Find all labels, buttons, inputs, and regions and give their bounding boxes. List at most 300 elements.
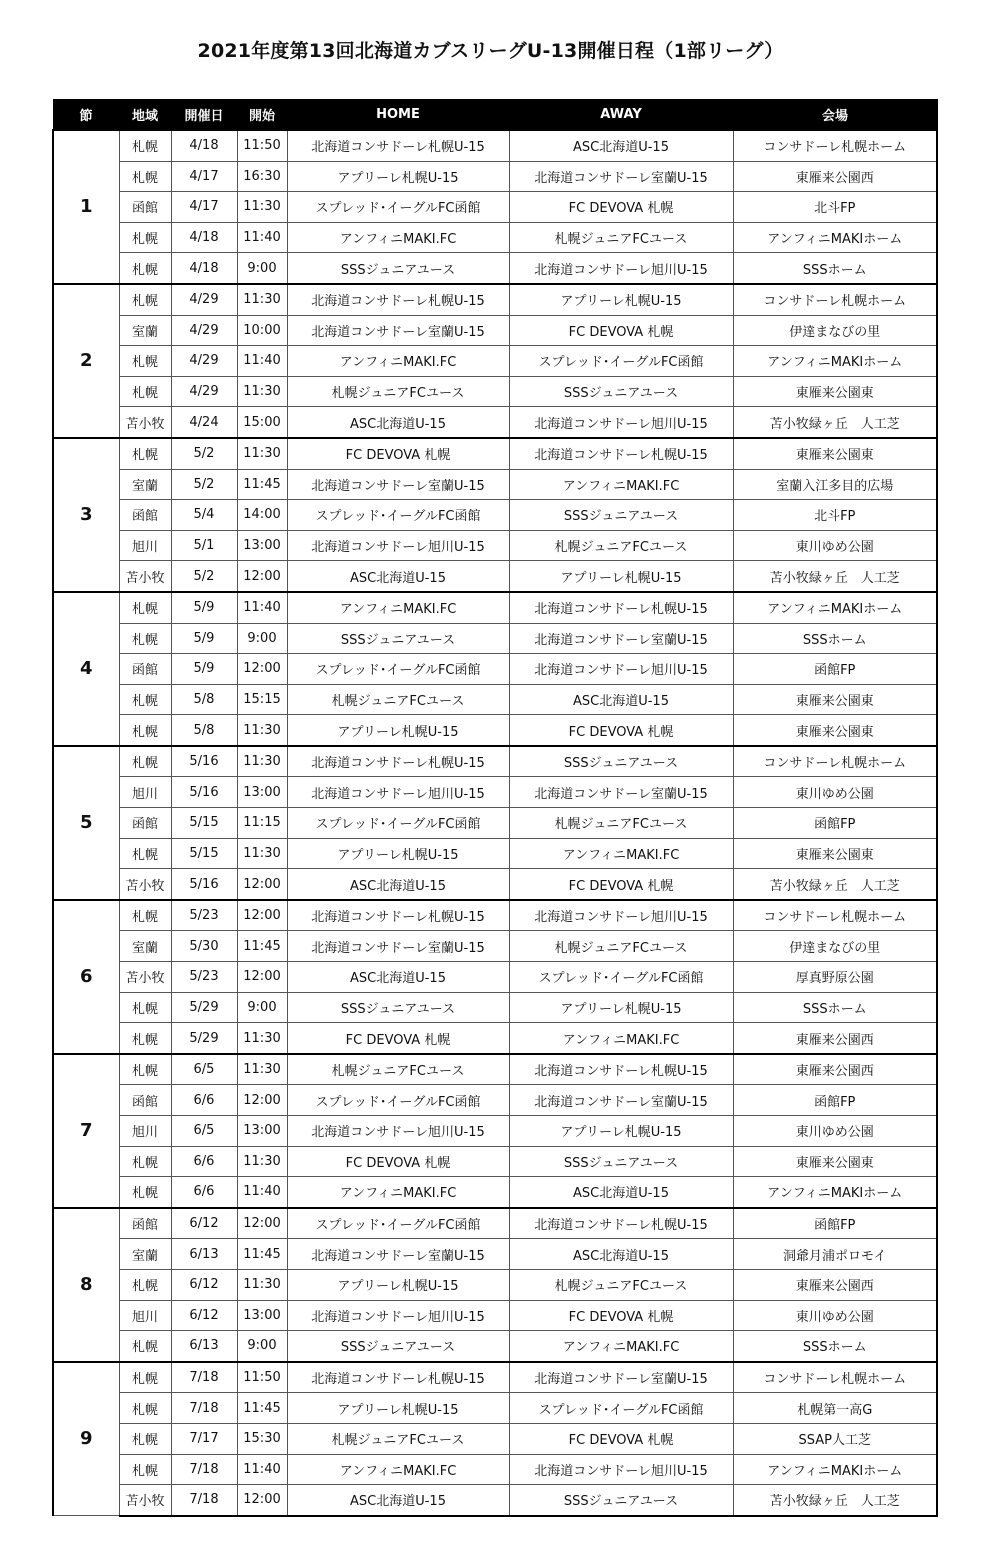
home-team-cell: 北海道コンサドーレ室蘭U-15 [287,315,509,346]
date-cell: 4/29 [171,284,237,315]
table-row [53,654,937,685]
date-cell: 7/18 [171,1485,237,1516]
home-team-cell: 北海道コンサドーレ旭川U-15 [287,1300,509,1331]
round-number: 7 [53,1054,119,1208]
home-team-cell: 北海道コンサドーレ札幌U-15 [287,130,509,161]
table-row [53,715,937,746]
away-team-cell: スプレッド･イーグルFC函館 [509,346,733,377]
time-cell: 11:50 [237,130,287,161]
date-cell: 4/29 [171,346,237,377]
date-cell: 5/1 [171,530,237,561]
time-cell: 12:00 [237,962,287,993]
header-row [53,100,937,131]
time-cell: 11:30 [237,838,287,869]
table-row [53,222,937,253]
table-row [53,1023,937,1054]
venue-cell: アンフィニMAKIホーム [733,346,937,377]
table-row [53,1485,937,1516]
away-team-cell: 北海道コンサドーレ室蘭U-15 [509,777,733,808]
venue-cell: コンサドーレ札幌ホーム [733,746,937,777]
venue-cell: 苫小牧緑ヶ丘 人工芝 [733,561,937,592]
away-team-cell: ASC北海道U-15 [509,684,733,715]
area-cell: 苫小牧 [119,561,171,592]
table-row [53,469,937,500]
area-cell: 函館 [119,654,171,685]
time-cell: 12:00 [237,1085,287,1116]
round-number: 3 [53,438,119,592]
date-cell: 4/24 [171,407,237,438]
time-cell: 12:00 [237,900,287,931]
table-row [53,500,937,531]
header-home: HOME [287,100,509,131]
away-team-cell: アプリーレ札幌U-15 [509,992,733,1023]
date-cell: 4/18 [171,130,237,161]
area-cell: 札幌 [119,1269,171,1300]
home-team-cell: SSSジュニアユース [287,623,509,654]
home-team-cell: アンフィニMAKI.FC [287,1454,509,1485]
away-team-cell: FC DEVOVA 札幌 [509,869,733,900]
round-number: 6 [53,900,119,1054]
away-team-cell: SSSジュニアユース [509,1485,733,1516]
date-cell: 5/8 [171,684,237,715]
venue-cell: 東川ゆめ公園 [733,777,937,808]
table-row [53,777,937,808]
home-team-cell: 札幌ジュニアFCユース [287,1423,509,1454]
date-cell: 6/12 [171,1300,237,1331]
time-cell: 9:00 [237,992,287,1023]
table-row [53,284,937,315]
home-team-cell: 北海道コンサドーレ室蘭U-15 [287,931,509,962]
round-number: 1 [53,130,119,284]
venue-cell: 東川ゆめ公園 [733,1300,937,1331]
venue-cell: アンフィニMAKIホーム [733,1454,937,1485]
time-cell: 11:40 [237,1454,287,1485]
away-team-cell: アンフィニMAKI.FC [509,469,733,500]
venue-cell: 東雁来公園東 [733,715,937,746]
table-row [53,931,937,962]
date-cell: 5/9 [171,623,237,654]
table-row [53,1454,937,1485]
home-team-cell: アプリーレ札幌U-15 [287,838,509,869]
venue-cell: 東雁来公園東 [733,838,937,869]
area-cell: 函館 [119,1085,171,1116]
area-cell: 札幌 [119,1146,171,1177]
table-row [53,1269,937,1300]
table-row [53,192,937,223]
away-team-cell: ASC北海道U-15 [509,1239,733,1270]
venue-cell: 室蘭入江多目的広場 [733,469,937,500]
time-cell: 10:00 [237,315,287,346]
home-team-cell: スプレッド･イーグルFC函館 [287,654,509,685]
table-row [53,130,937,161]
table-row [53,1085,937,1116]
away-team-cell: FC DEVOVA 札幌 [509,715,733,746]
time-cell: 13:00 [237,1116,287,1147]
area-cell: 函館 [119,1208,171,1239]
away-team-cell: FC DEVOVA 札幌 [509,192,733,223]
area-cell: 札幌 [119,1331,171,1362]
time-cell: 11:30 [237,192,287,223]
away-team-cell: ASC北海道U-15 [509,130,733,161]
venue-cell: SSSホーム [733,623,937,654]
away-team-cell: 北海道コンサドーレ旭川U-15 [509,253,733,284]
table-row [53,1146,937,1177]
area-cell: 室蘭 [119,1239,171,1270]
venue-cell: 北斗FP [733,192,937,223]
away-team-cell: 北海道コンサドーレ旭川U-15 [509,407,733,438]
time-cell: 16:30 [237,161,287,192]
venue-cell: 東雁来公園西 [733,1054,937,1085]
page-title: 2021年度第13回北海道カブスリーグU-13開催日程（1部リーグ） [197,40,784,62]
date-cell: 5/15 [171,838,237,869]
time-cell: 11:30 [237,715,287,746]
area-cell: 札幌 [119,161,171,192]
home-team-cell: ASC北海道U-15 [287,869,509,900]
header-venue: 会場 [733,100,937,131]
area-cell: 札幌 [119,376,171,407]
area-cell: 札幌 [119,253,171,284]
date-cell: 4/18 [171,253,237,284]
away-team-cell: 北海道コンサドーレ室蘭U-15 [509,1362,733,1393]
home-team-cell: 北海道コンサドーレ室蘭U-15 [287,469,509,500]
table-row [53,315,937,346]
header-round: 節 [53,100,119,131]
time-cell: 11:15 [237,808,287,839]
time-cell: 11:40 [237,222,287,253]
away-team-cell: 北海道コンサドーレ札幌U-15 [509,1208,733,1239]
header-time: 開始 [237,100,287,131]
time-cell: 13:00 [237,777,287,808]
away-team-cell: 北海道コンサドーレ札幌U-15 [509,438,733,469]
home-team-cell: スプレッド･イーグルFC函館 [287,1085,509,1116]
time-cell: 12:00 [237,869,287,900]
home-team-cell: FC DEVOVA 札幌 [287,1146,509,1177]
date-cell: 5/23 [171,962,237,993]
date-cell: 5/29 [171,992,237,1023]
venue-cell: 東雁来公園東 [733,438,937,469]
venue-cell: 苫小牧緑ヶ丘 人工芝 [733,407,937,438]
area-cell: 旭川 [119,1300,171,1331]
area-cell: 札幌 [119,1423,171,1454]
area-cell: 札幌 [119,438,171,469]
table-row [53,962,937,993]
date-cell: 5/16 [171,746,237,777]
venue-cell: 函館FP [733,1208,937,1239]
table-row [53,592,937,623]
away-team-cell: SSSジュニアユース [509,1146,733,1177]
venue-cell: 東雁来公園東 [733,1146,937,1177]
venue-cell: 苫小牧緑ヶ丘 人工芝 [733,1485,937,1516]
time-cell: 11:30 [237,1023,287,1054]
time-cell: 15:00 [237,407,287,438]
table-row [53,253,937,284]
table-row [53,1331,937,1362]
date-cell: 6/5 [171,1116,237,1147]
table-row [53,1423,937,1454]
away-team-cell: アプリーレ札幌U-15 [509,1116,733,1147]
time-cell: 11:30 [237,1269,287,1300]
table-row [53,161,937,192]
away-team-cell: アンフィニMAKI.FC [509,838,733,869]
table-row [53,1116,937,1147]
home-team-cell: 北海道コンサドーレ旭川U-15 [287,777,509,808]
venue-cell: SSSホーム [733,253,937,284]
away-team-cell: スプレッド･イーグルFC函館 [509,962,733,993]
table-row [53,869,937,900]
area-cell: 旭川 [119,530,171,561]
area-cell: 札幌 [119,1393,171,1424]
home-team-cell: 北海道コンサドーレ室蘭U-15 [287,1239,509,1270]
table-body [53,130,937,1516]
date-cell: 6/6 [171,1177,237,1208]
home-team-cell: 北海道コンサドーレ札幌U-15 [287,900,509,931]
schedule-table [52,99,938,1517]
away-team-cell: ASC北海道U-15 [509,1177,733,1208]
date-cell: 6/6 [171,1085,237,1116]
venue-cell: アンフィニMAKIホーム [733,1177,937,1208]
time-cell: 11:30 [237,1146,287,1177]
home-team-cell: SSSジュニアユース [287,992,509,1023]
area-cell: 札幌 [119,222,171,253]
venue-cell: コンサドーレ札幌ホーム [733,284,937,315]
home-team-cell: FC DEVOVA 札幌 [287,438,509,469]
date-cell: 4/29 [171,376,237,407]
date-cell: 4/17 [171,192,237,223]
area-cell: 旭川 [119,1116,171,1147]
home-team-cell: アンフィニMAKI.FC [287,222,509,253]
area-cell: 室蘭 [119,931,171,962]
area-cell: 苫小牧 [119,1485,171,1516]
home-team-cell: アンフィニMAKI.FC [287,346,509,377]
home-team-cell: アプリーレ札幌U-15 [287,1269,509,1300]
home-team-cell: アプリーレ札幌U-15 [287,161,509,192]
date-cell: 5/9 [171,592,237,623]
time-cell: 12:00 [237,1485,287,1516]
area-cell: 苫小牧 [119,962,171,993]
table-row [53,1208,937,1239]
time-cell: 12:00 [237,561,287,592]
venue-cell: 東雁来公園西 [733,161,937,192]
venue-cell: 伊達まなびの里 [733,315,937,346]
away-team-cell: スプレッド･イーグルFC函館 [509,1393,733,1424]
date-cell: 5/15 [171,808,237,839]
table-row [53,992,937,1023]
date-cell: 5/16 [171,869,237,900]
venue-cell: アンフィニMAKIホーム [733,592,937,623]
table-row [53,1239,937,1270]
away-team-cell: 北海道コンサドーレ旭川U-15 [509,900,733,931]
date-cell: 5/16 [171,777,237,808]
area-cell: 苫小牧 [119,407,171,438]
area-cell: 札幌 [119,623,171,654]
area-cell: 札幌 [119,838,171,869]
area-cell: 札幌 [119,684,171,715]
area-cell: 室蘭 [119,315,171,346]
table-row [53,746,937,777]
date-cell: 7/18 [171,1393,237,1424]
venue-cell: SSSホーム [733,992,937,1023]
venue-cell: 伊達まなびの里 [733,931,937,962]
round-number: 9 [53,1362,119,1516]
date-cell: 5/29 [171,1023,237,1054]
home-team-cell: ASC北海道U-15 [287,1485,509,1516]
table-row [53,838,937,869]
away-team-cell: 北海道コンサドーレ室蘭U-15 [509,1085,733,1116]
venue-cell: コンサドーレ札幌ホーム [733,900,937,931]
area-cell: 札幌 [119,992,171,1023]
home-team-cell: アンフィニMAKI.FC [287,592,509,623]
venue-cell: コンサドーレ札幌ホーム [733,1362,937,1393]
time-cell: 9:00 [237,623,287,654]
table-row [53,1054,937,1085]
time-cell: 11:45 [237,469,287,500]
area-cell: 札幌 [119,1054,171,1085]
area-cell: 札幌 [119,1362,171,1393]
time-cell: 9:00 [237,253,287,284]
time-cell: 11:30 [237,746,287,777]
home-team-cell: 北海道コンサドーレ札幌U-15 [287,1362,509,1393]
table-row [53,900,937,931]
area-cell: 札幌 [119,130,171,161]
venue-cell: 函館FP [733,808,937,839]
away-team-cell: FC DEVOVA 札幌 [509,1423,733,1454]
date-cell: 5/2 [171,438,237,469]
date-cell: 6/12 [171,1208,237,1239]
venue-cell: 洞爺月浦ポロモイ [733,1239,937,1270]
away-team-cell: 札幌ジュニアFCユース [509,931,733,962]
time-cell: 11:30 [237,438,287,469]
away-team-cell: SSSジュニアユース [509,746,733,777]
home-team-cell: 北海道コンサドーレ旭川U-15 [287,530,509,561]
date-cell: 5/30 [171,931,237,962]
away-team-cell: アンフィニMAKI.FC [509,1331,733,1362]
time-cell: 11:45 [237,931,287,962]
away-team-cell: アプリーレ札幌U-15 [509,284,733,315]
home-team-cell: ASC北海道U-15 [287,407,509,438]
home-team-cell: スプレッド･イーグルFC函館 [287,1208,509,1239]
table-row [53,1177,937,1208]
away-team-cell: 北海道コンサドーレ札幌U-15 [509,592,733,623]
home-team-cell: SSSジュニアユース [287,253,509,284]
time-cell: 13:00 [237,530,287,561]
venue-cell: 東雁来公園西 [733,1269,937,1300]
date-cell: 6/5 [171,1054,237,1085]
away-team-cell: 北海道コンサドーレ札幌U-15 [509,1054,733,1085]
away-team-cell: 北海道コンサドーレ旭川U-15 [509,654,733,685]
home-team-cell: ASC北海道U-15 [287,561,509,592]
table-row [53,684,937,715]
time-cell: 15:30 [237,1423,287,1454]
time-cell: 15:15 [237,684,287,715]
away-team-cell: 札幌ジュニアFCユース [509,222,733,253]
home-team-cell: 札幌ジュニアFCユース [287,684,509,715]
date-cell: 6/13 [171,1239,237,1270]
home-team-cell: ASC北海道U-15 [287,962,509,993]
table-row [53,376,937,407]
date-cell: 5/2 [171,469,237,500]
venue-cell: コンサドーレ札幌ホーム [733,130,937,161]
round-number: 2 [53,284,119,438]
date-cell: 6/12 [171,1269,237,1300]
round-number: 4 [53,592,119,746]
time-cell: 11:40 [237,592,287,623]
area-cell: 室蘭 [119,469,171,500]
time-cell: 11:40 [237,346,287,377]
home-team-cell: 北海道コンサドーレ旭川U-15 [287,1116,509,1147]
date-cell: 4/29 [171,315,237,346]
away-team-cell: アンフィニMAKI.FC [509,1023,733,1054]
round-number: 8 [53,1208,119,1362]
table-row [53,1300,937,1331]
home-team-cell: スプレッド･イーグルFC函館 [287,192,509,223]
date-cell: 4/17 [171,161,237,192]
area-cell: 札幌 [119,1023,171,1054]
time-cell: 11:45 [237,1239,287,1270]
venue-cell: 苫小牧緑ヶ丘 人工芝 [733,869,937,900]
time-cell: 9:00 [237,1331,287,1362]
away-team-cell: 北海道コンサドーレ旭川U-15 [509,1454,733,1485]
header-area: 地域 [119,100,171,131]
away-team-cell: FC DEVOVA 札幌 [509,1300,733,1331]
area-cell: 函館 [119,192,171,223]
area-cell: 札幌 [119,715,171,746]
away-team-cell: 札幌ジュニアFCユース [509,808,733,839]
time-cell: 11:30 [237,376,287,407]
round-number: 5 [53,746,119,900]
home-team-cell: 札幌ジュニアFCユース [287,376,509,407]
area-cell: 函館 [119,808,171,839]
home-team-cell: アプリーレ札幌U-15 [287,715,509,746]
time-cell: 11:45 [237,1393,287,1424]
away-team-cell: 札幌ジュニアFCユース [509,530,733,561]
area-cell: 札幌 [119,346,171,377]
area-cell: 札幌 [119,284,171,315]
home-team-cell: アプリーレ札幌U-15 [287,1393,509,1424]
away-team-cell: SSSジュニアユース [509,500,733,531]
venue-cell: 東川ゆめ公園 [733,1116,937,1147]
table-row [53,561,937,592]
home-team-cell: スプレッド･イーグルFC函館 [287,808,509,839]
time-cell: 11:30 [237,284,287,315]
time-cell: 11:50 [237,1362,287,1393]
table-row [53,530,937,561]
venue-cell: アンフィニMAKIホーム [733,222,937,253]
table-row [53,1393,937,1424]
table-row [53,1362,937,1393]
venue-cell: 東川ゆめ公園 [733,530,937,561]
date-cell: 7/18 [171,1362,237,1393]
area-cell: 札幌 [119,1454,171,1485]
venue-cell: 函館FP [733,654,937,685]
time-cell: 12:00 [237,654,287,685]
time-cell: 12:00 [237,1208,287,1239]
home-team-cell: スプレッド･イーグルFC函館 [287,500,509,531]
venue-cell: 東雁来公園東 [733,376,937,407]
home-team-cell: SSSジュニアユース [287,1331,509,1362]
table-row [53,623,937,654]
area-cell: 旭川 [119,777,171,808]
away-team-cell: アプリーレ札幌U-15 [509,561,733,592]
venue-cell: SSSホーム [733,1331,937,1362]
table-row [53,808,937,839]
header-away: AWAY [509,100,733,131]
date-cell: 6/6 [171,1146,237,1177]
table-header [53,100,937,131]
venue-cell: 東雁来公園東 [733,684,937,715]
date-cell: 5/9 [171,654,237,685]
time-cell: 11:40 [237,1177,287,1208]
away-team-cell: 北海道コンサドーレ室蘭U-15 [509,161,733,192]
